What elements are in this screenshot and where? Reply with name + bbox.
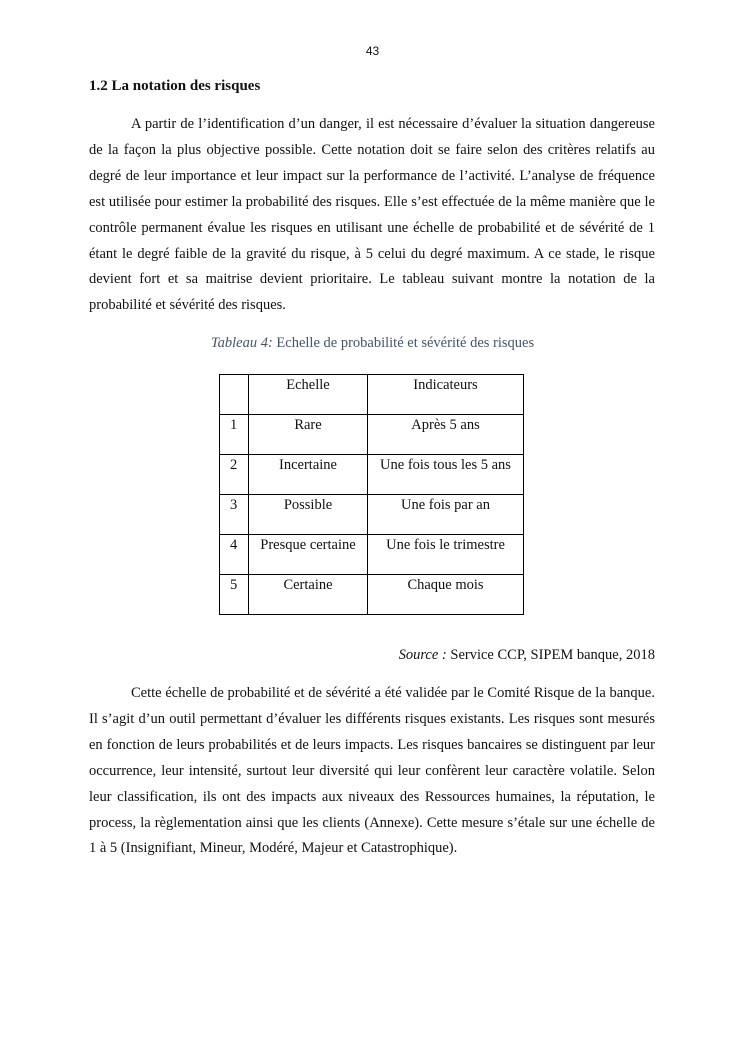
row-echelle-cell: Incertaine	[249, 455, 368, 495]
row-index-cell: 3	[220, 495, 249, 535]
header-cell-index	[220, 375, 249, 415]
row-echelle-cell: Possible	[249, 495, 368, 535]
row-indicateur-cell: Chaque mois	[368, 575, 524, 615]
table-row	[220, 535, 524, 575]
row-index-cell: 2	[220, 455, 249, 495]
row-indicateur-cell: Une fois tous les 5 ans	[368, 455, 524, 495]
table-row	[220, 455, 524, 495]
row-index-cell: 4	[220, 535, 249, 575]
row-echelle-cell: Certaine	[249, 575, 368, 615]
header-cell-indicateurs: Indicateurs	[368, 375, 524, 415]
row-echelle-cell: Rare	[249, 415, 368, 455]
table-row	[220, 575, 524, 615]
risk-scale-table	[219, 374, 524, 615]
intro-paragraph: A partir de l’identification d’un danger, il est nécessaire d’évaluer la situation dangereuse de la façon la plus objective possible. Cette notation doit se faire selon des critères relatifs au degré de leur importance et leur impact sur la performance de l’activité. L’analyse de fréquence est utilisée pour estimer la probabilité des risques. Elle s’est effectuée de la même manière que le contrôle permanent évalue les risques en utilisant une échelle de probabilité et de sévérité de 1 étant le degré faible de la gravité du risque, à 5 celui du degré maximum. A ce stade, le risque devient fort et sa maitrise devient prioritaire. Le tableau suivant montre la notation de la probabilité et sévérité des risques.	[89, 116, 655, 314]
row-indicateur-cell: Une fois le trimestre	[368, 535, 524, 575]
section-title: 1.2 La notation des risques	[89, 78, 261, 94]
caption-label: Tableau 4:	[210, 335, 273, 351]
table-source	[89, 647, 655, 664]
source-label: Source :	[398, 647, 447, 663]
row-index-cell: 1	[220, 415, 249, 455]
table-header-row	[220, 375, 524, 415]
header-cell-echelle: Echelle	[249, 375, 368, 415]
row-echelle-cell: Presque certaine	[249, 535, 368, 575]
validation-paragraph: Cette échelle de probabilité et de sévérité a été validée par le Comité Risque de la banque. Il s’agit d’un outil permettant d’évaluer les différents risques existants. Les risques sont mesurés en fonction de leurs probabilités et de leurs impacts. Les risques bancaires se distinguent par leur occurrence, leur intensité, surtout leur diversité qui leur confèrent leur caractère volatile. Selon leur classification, ils ont des impacts aux niveaux des Ressources humaines, la réputation, le process, la règlementation ainsi que les clients (Annexe). Cette mesure s’étale sur une échelle de 1 à 5 (Insignifiant, Mineur, Modéré, Majeur et Catastrophique).	[89, 685, 655, 857]
row-index-cell: 5	[220, 575, 249, 615]
row-indicateur-cell: Une fois par an	[368, 495, 524, 535]
table-row	[220, 415, 524, 455]
caption-text: Echelle de probabilité et sévérité des risques	[272, 335, 535, 351]
row-indicateur-cell: Après 5 ans	[368, 415, 524, 455]
source-text: Service CCP, SIPEM banque, 2018	[446, 647, 655, 663]
table-row	[220, 495, 524, 535]
table-caption	[0, 335, 745, 352]
page-number: 43	[365, 44, 380, 58]
